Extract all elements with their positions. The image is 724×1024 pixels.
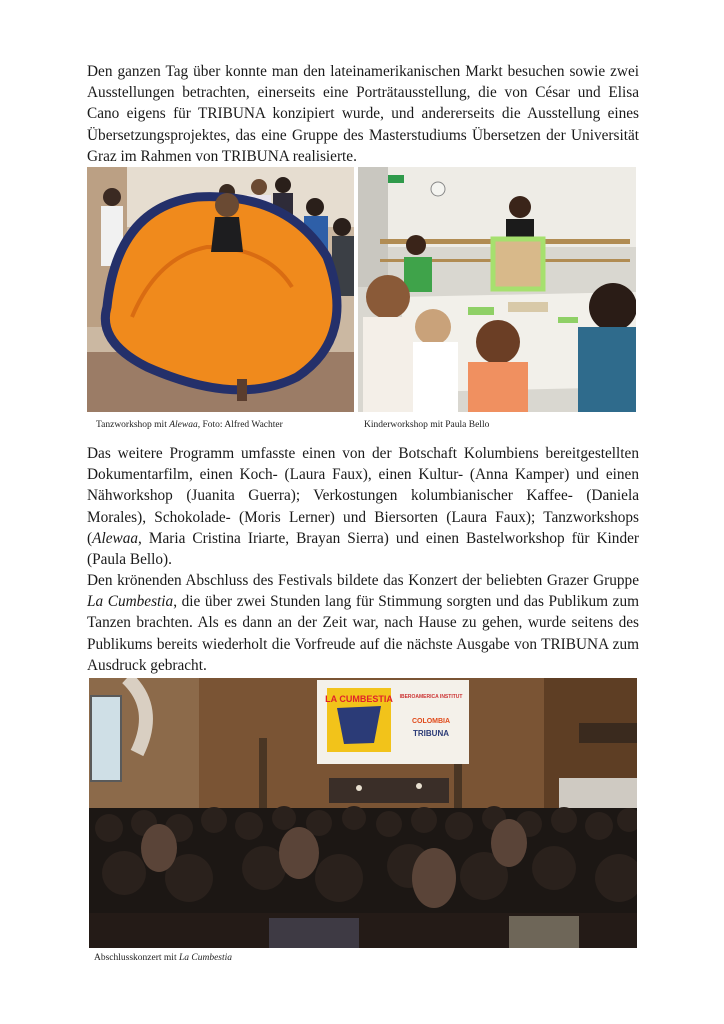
dance-photo-illustration bbox=[87, 167, 354, 412]
program-text-b: , Maria Cristina Iriarte, Brayan Sierra) und einen Bastelworkshop für Kinder (Paula Bello). bbox=[87, 529, 639, 569]
poster-title: LA CUMBESTIA bbox=[325, 694, 393, 704]
concert-photo bbox=[89, 678, 637, 948]
caption-concert bbox=[94, 952, 232, 964]
kids-photo-illustration bbox=[358, 167, 636, 412]
closing-italic-band: La Cumbestia bbox=[87, 593, 174, 611]
paragraph-program bbox=[87, 443, 639, 570]
program-italic-alewaa: Alewaa bbox=[92, 529, 138, 547]
screen-colombia-text: COLOMBIA bbox=[411, 718, 451, 725]
concert-photo-illustration bbox=[89, 678, 637, 948]
caption-dance bbox=[96, 419, 283, 431]
screen-tribuna-text: TRIBUNA bbox=[413, 729, 449, 738]
caption-kids: Kinderworkshop mit Paula Bello bbox=[364, 420, 490, 430]
kids-workshop-photo bbox=[358, 167, 636, 412]
caption-concert-text: Abschlusskonzert mit bbox=[94, 953, 179, 963]
caption-concert-italic: La Cumbestia bbox=[178, 953, 233, 963]
paragraph-intro: Den ganzen Tag über konnte man den lateinamerikanischen Markt besuchen sowie zwei Ausstellungen betrachten, einerseits eine Porträtausstellung, die von César und Elisa Cano eigens für TRIBUNA konzipiert wurde, und andererseits die Ausstellung eines Übersetzungsprojektes, das eine Gruppe des Masterstudiums Übersetzen der Universität Graz im Rahmen von TRIBUNA realisierte. bbox=[87, 63, 639, 165]
caption-dance-text: Tanzworkshop mit bbox=[96, 420, 170, 430]
paragraph-closing bbox=[87, 570, 639, 676]
dance-workshop-photo bbox=[87, 167, 354, 412]
closing-text-a: Den krönenden Abschluss des Festivals bildete das Konzert der beliebten Grazer Gruppe bbox=[87, 572, 639, 589]
caption-dance-italic: Alewaa bbox=[169, 420, 198, 430]
screen-ibero-text: IBEROAMERICA INSTITUT bbox=[399, 694, 463, 700]
closing-text-b: , die über zwei Stunden lang für Stimmung sorgten und das Publikum zum Tanzen brachten. Als es dann an der Zeit war, nach Hause zu gehen, wurde seitens des Publikums bereits wiederholt die Vorfreude auf die nächste Ausgabe von TRIBUNA zum Ausdruck gebracht. bbox=[87, 593, 639, 674]
program-text-a: Das weitere Programm umfasste einen von der Botschaft Kolumbiens bereitgestellten Dokumentarfilm, einen Koch- (Laura Faux), einen Kultur- (Anna Kamper) und einen Nähworkshop (Juanita Guerra); Verkostungen kolumbianischer Kaffee- (Daniela Morales), Schokolade- (Moris Lerner) und Biersorten (Laura Faux); Tanzworkshops ( bbox=[87, 445, 639, 547]
caption-dance-credit: , Foto: Alfred Wachter bbox=[197, 420, 283, 430]
